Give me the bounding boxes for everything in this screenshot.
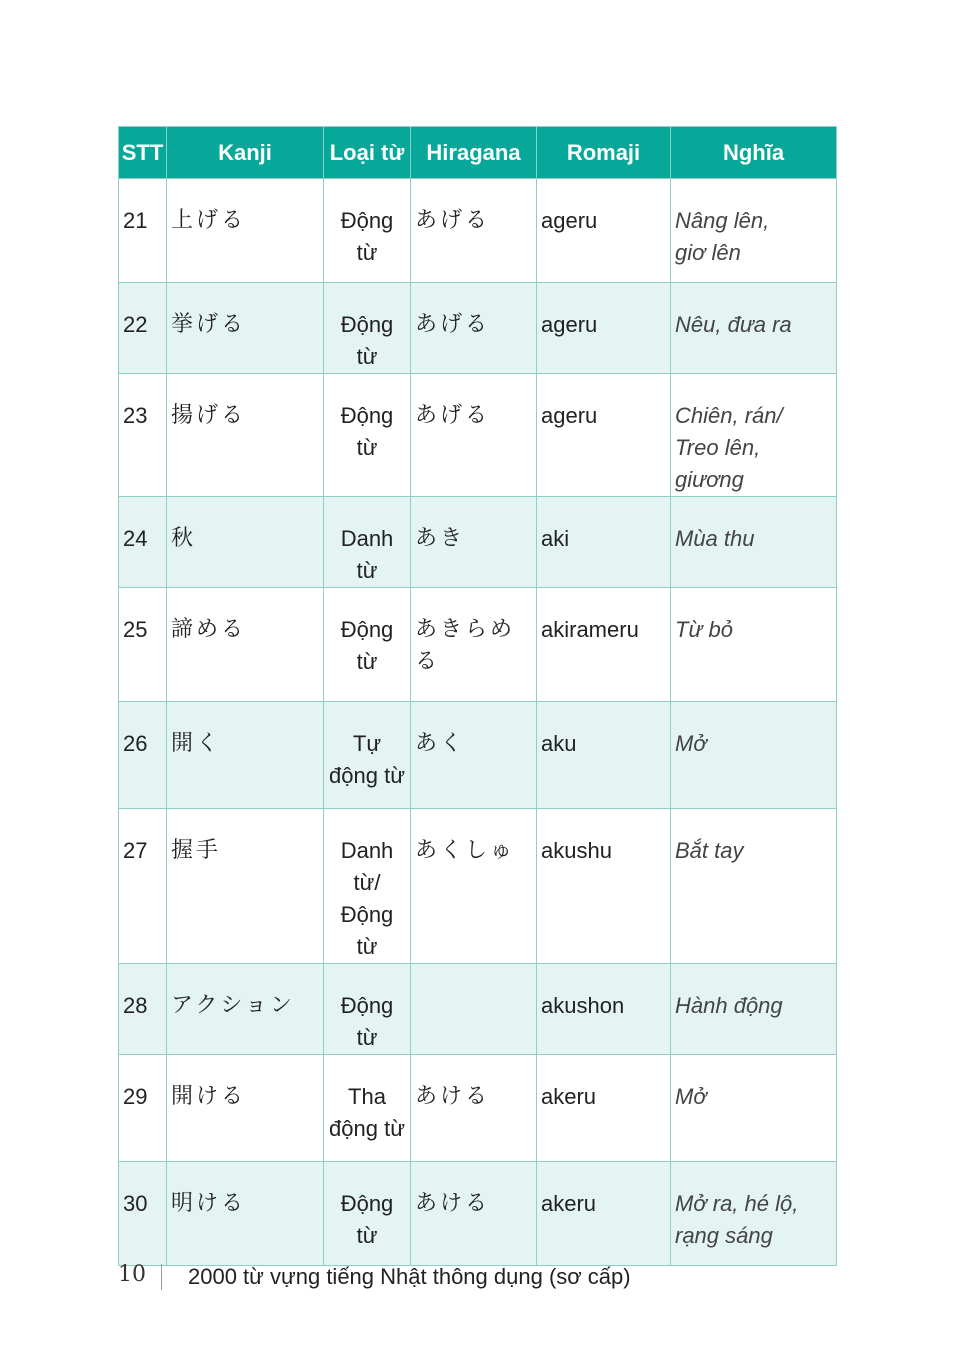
- cell-kanji: 秋: [167, 497, 324, 588]
- cell-word-type: Tha động từ: [324, 1055, 411, 1162]
- cell-word-type: Động từ: [324, 964, 411, 1055]
- cell-romaji: ageru: [537, 374, 671, 497]
- cell-hiragana: あきらめる: [411, 588, 537, 702]
- cell-hiragana: あける: [411, 1162, 537, 1266]
- cell-romaji: aki: [537, 497, 671, 588]
- cell-kanji: 上げる: [167, 179, 324, 283]
- cell-kanji: 揚げる: [167, 374, 324, 497]
- cell-hiragana: あく: [411, 702, 537, 809]
- cell-meaning: Nêu, đưa ra: [671, 283, 837, 374]
- table-row: [119, 702, 837, 809]
- cell-hiragana: あき: [411, 497, 537, 588]
- cell-stt: 21: [119, 179, 167, 283]
- table-row: [119, 1162, 837, 1266]
- cell-word-type: Động từ: [324, 179, 411, 283]
- cell-meaning: Bắt tay: [671, 809, 837, 964]
- cell-kanji: 開く: [167, 702, 324, 809]
- cell-hiragana: あける: [411, 1055, 537, 1162]
- table-row: [119, 283, 837, 374]
- cell-stt: 24: [119, 497, 167, 588]
- page-number: 10: [118, 1262, 146, 1287]
- cell-word-type: Động từ: [324, 283, 411, 374]
- table-row: [119, 588, 837, 702]
- header-word-type: Loại từ: [324, 127, 411, 179]
- cell-romaji: ageru: [537, 179, 671, 283]
- cell-kanji: 諦める: [167, 588, 324, 702]
- cell-romaji: ageru: [537, 283, 671, 374]
- header-hiragana: Hiragana: [411, 127, 537, 179]
- cell-romaji: akeru: [537, 1055, 671, 1162]
- cell-stt: 25: [119, 588, 167, 702]
- cell-word-type: Động từ: [324, 374, 411, 497]
- table-row: [119, 1055, 837, 1162]
- table-header: [119, 127, 837, 179]
- cell-kanji: アクション: [167, 964, 324, 1055]
- cell-meaning: Chiên, rán/ Treo lên, giương: [671, 374, 837, 497]
- book-title: 2000 từ vựng tiếng Nhật thông dụng (sơ cấp): [188, 1264, 631, 1289]
- cell-kanji: 握手: [167, 809, 324, 964]
- cell-romaji: akushon: [537, 964, 671, 1055]
- cell-word-type: Danh từ: [324, 497, 411, 588]
- cell-stt: 29: [119, 1055, 167, 1162]
- table-body: [119, 179, 837, 1266]
- cell-stt: 23: [119, 374, 167, 497]
- cell-meaning: Mở: [671, 702, 837, 809]
- cell-stt: 26: [119, 702, 167, 809]
- header-row: [119, 127, 837, 179]
- header-stt: STT: [119, 127, 167, 179]
- cell-hiragana: あくしゅ: [411, 809, 537, 964]
- vocabulary-table: [118, 126, 837, 1266]
- table-row: [119, 964, 837, 1055]
- cell-kanji: 開ける: [167, 1055, 324, 1162]
- cell-romaji: akirameru: [537, 588, 671, 702]
- cell-meaning: Mở: [671, 1055, 837, 1162]
- cell-romaji: akushu: [537, 809, 671, 964]
- cell-meaning: Mùa thu: [671, 497, 837, 588]
- header-kanji: Kanji: [167, 127, 324, 179]
- header-meaning: Nghĩa: [671, 127, 837, 179]
- cell-meaning: Mở ra, hé lộ, rạng sáng: [671, 1162, 837, 1266]
- table-row: [119, 809, 837, 964]
- cell-stt: 22: [119, 283, 167, 374]
- cell-kanji: 挙げる: [167, 283, 324, 374]
- cell-hiragana: あげる: [411, 179, 537, 283]
- cell-hiragana: [411, 964, 537, 1055]
- cell-hiragana: あげる: [411, 283, 537, 374]
- cell-hiragana: あげる: [411, 374, 537, 497]
- cell-romaji: akeru: [537, 1162, 671, 1266]
- cell-stt: 30: [119, 1162, 167, 1266]
- header-romaji: Romaji: [537, 127, 671, 179]
- cell-word-type: Tự động từ: [324, 702, 411, 809]
- table-row: [119, 497, 837, 588]
- cell-kanji: 明ける: [167, 1162, 324, 1266]
- table-row: [119, 374, 837, 497]
- footer-divider: [161, 1264, 162, 1290]
- cell-meaning: Hành động: [671, 964, 837, 1055]
- cell-meaning: Từ bỏ: [671, 588, 837, 702]
- cell-word-type: Danh từ/Động từ: [324, 809, 411, 964]
- table-row: [119, 179, 837, 283]
- cell-romaji: aku: [537, 702, 671, 809]
- cell-word-type: Động từ: [324, 588, 411, 702]
- cell-meaning: Nâng lên, giơ lên: [671, 179, 837, 283]
- cell-stt: 27: [119, 809, 167, 964]
- cell-stt: 28: [119, 964, 167, 1055]
- cell-word-type: Động từ: [324, 1162, 411, 1266]
